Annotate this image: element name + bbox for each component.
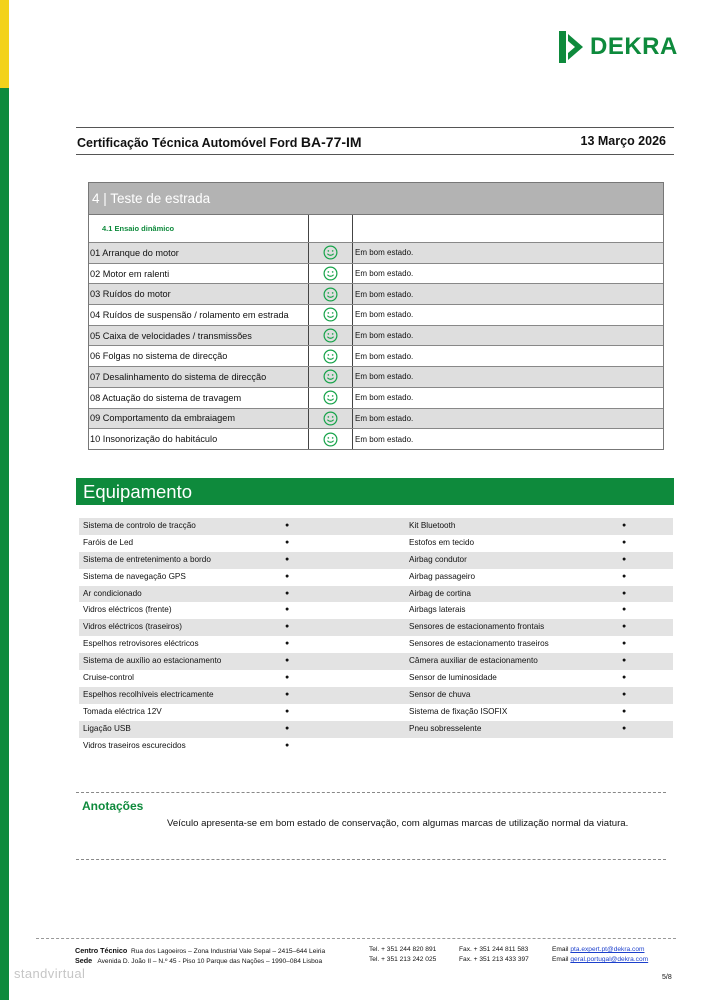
equipment-bullet-icon: ● (622, 606, 627, 614)
road-test-row (89, 428, 663, 449)
road-test-item-label: 06 Folgas no sistema de direcção (89, 346, 309, 366)
equipment-bullet-icon: ● (285, 741, 290, 749)
road-test-subtitle: 4.1 Ensaio dinâmico (102, 224, 175, 233)
road-test-item-icon (309, 284, 353, 304)
footer-fax-1: Fax. + 351 244 811 583 (459, 946, 529, 953)
equipment-item-right: Sistema de fixação ISOFIX (409, 706, 508, 716)
equipment-item-left: Sistema de navegação GPS (83, 571, 186, 581)
equipment-item-right: Kit Bluetooth (409, 521, 456, 530)
equipment-item-left: Vidros eléctricos (frente) (83, 605, 172, 615)
footer-email-1 (552, 946, 644, 953)
smiley-ok-icon (323, 349, 338, 364)
equipment-row (79, 602, 673, 619)
equipment-bullet-icon: ● (285, 538, 290, 546)
equipment-item-right: Airbag condutor (409, 554, 467, 564)
road-test-item-label: 05 Caixa de velocidades / transmissões (89, 326, 309, 346)
equipment-bullet-icon: ● (622, 707, 627, 715)
smiley-ok-icon (323, 287, 338, 302)
road-test-row (89, 304, 663, 325)
road-test-item-icon (309, 346, 353, 366)
footer-email-2-label: Email (552, 956, 569, 963)
equipment-item-left: Tomada eléctrica 12V (83, 706, 162, 716)
equipment-item-right: Sensor de luminosidade (409, 673, 497, 683)
equipment-bullet-icon: ● (285, 657, 290, 665)
equipment-bullet-icon: ● (622, 674, 627, 682)
equipment-item-left: Ar condicionado (83, 588, 142, 598)
equipment-bullet-icon: ● (285, 589, 290, 597)
equipment-bullet-icon: ● (622, 640, 627, 648)
road-test-row (89, 366, 663, 387)
equipment-row (79, 670, 673, 687)
header-rule-top (76, 127, 674, 128)
equipment-row (79, 586, 673, 603)
road-test-item-icon (309, 429, 353, 449)
road-test-item-status: Em bom estado. (355, 289, 414, 299)
road-test-item-icon (309, 243, 353, 263)
road-test-item-label: 04 Ruídos de suspensão / rolamento em estrada (89, 305, 309, 325)
equipment-item-right: Airbag de cortina (409, 588, 471, 598)
watermark: standvirtual (14, 966, 86, 981)
equipment-row (79, 619, 673, 636)
equipment-row (79, 687, 673, 704)
road-test-item-status: Em bom estado. (355, 351, 414, 361)
road-test-row (89, 408, 663, 429)
road-test-item-icon (309, 409, 353, 429)
header-rule-bottom (76, 154, 674, 155)
road-test-item-label: 02 Motor em ralenti (89, 264, 309, 284)
side-stripe-green (0, 88, 9, 1000)
equipment-item-left: Sistema de controlo de tracção (83, 521, 196, 530)
road-test-item-status: Em bom estado. (355, 269, 414, 279)
footer-centro (75, 946, 325, 955)
equipment-row (79, 552, 673, 569)
footer-tel-2: Tel. + 351 213 242 025 (369, 956, 437, 963)
equipment-bullet-icon: ● (622, 724, 627, 732)
equipment-bullet-icon: ● (285, 555, 290, 563)
equipment-bullet-icon: ● (622, 690, 627, 698)
equipment-bullet-icon: ● (622, 522, 627, 529)
road-test-item-status: Em bom estado. (355, 248, 414, 258)
road-test-item-status: Em bom estado. (355, 393, 414, 403)
notes-divider-bottom (76, 859, 666, 860)
equipment-item-left: Cruise-control (83, 673, 134, 683)
road-test-title: 4 | Teste de estrada (89, 183, 663, 215)
smiley-ok-icon (323, 245, 338, 260)
smiley-ok-icon (323, 369, 338, 384)
footer-fax-2: Fax. + 351 213 433 397 (459, 956, 529, 963)
road-test-item-icon (309, 305, 353, 325)
equipment-row (79, 738, 673, 755)
equipment-item-right: Airbag passageiro (409, 571, 475, 581)
road-test-item-icon (309, 326, 353, 346)
footer-email-1-label: Email (552, 946, 569, 953)
equipment-item-left: Sistema de auxílio ao estacionamento (83, 656, 222, 666)
equipment-row (79, 721, 673, 738)
footer-sede-label: Sede (75, 956, 93, 965)
footer-centro-address: Rua dos Lagoeiros – Zona Industrial Vale Sepal – 2415–644 Leiria (131, 948, 326, 955)
license-plate: BA-77-IM (300, 134, 362, 150)
road-test-subheader (89, 215, 663, 242)
road-test-item-label: 01 Arranque do motor (89, 243, 309, 263)
equipment-item-right: Câmera auxiliar de estacionamento (409, 656, 538, 666)
dekra-logo-text: DEKRA (590, 33, 678, 60)
footer-divider (36, 938, 676, 939)
road-test-item-status: Em bom estado. (355, 372, 414, 382)
equipment-bullet-icon: ● (622, 572, 627, 580)
notes-text: Veículo apresenta-se em bom estado de conservação, com algumas marcas de utilização normal da viatura. (167, 818, 629, 829)
equipment-bullet-icon: ● (622, 538, 627, 546)
road-test-item-status: Em bom estado. (355, 310, 414, 320)
document-title-text: Certificação Técnica Automóvel Ford (77, 136, 298, 150)
road-test-item-icon (309, 264, 353, 284)
smiley-ok-icon (323, 432, 338, 447)
equipment-item-left: Faróis de Led (83, 537, 134, 547)
road-test-row (89, 283, 663, 304)
footer-sede (75, 956, 322, 965)
equipment-item-right: Airbags laterais (409, 605, 466, 615)
equipment-bullet-icon: ● (622, 555, 627, 563)
equipment-row (79, 535, 673, 552)
equipment-list (79, 518, 673, 754)
footer-email-2-link[interactable]: geral.portugal@dekra.com (570, 956, 649, 963)
page-number: 5/8 (662, 974, 672, 981)
equipment-item-left: Vidros traseiros escurecidos (83, 740, 186, 750)
equipment-bullet-icon: ● (622, 623, 627, 631)
road-test-row (89, 387, 663, 408)
equipment-row (79, 704, 673, 721)
equipment-item-left: Ligação USB (83, 723, 131, 733)
smiley-ok-icon (323, 328, 338, 343)
document-date: 13 Março 2026 (580, 134, 666, 148)
road-test-table (88, 182, 664, 450)
equipment-bullet-icon: ● (285, 724, 290, 732)
equipment-row (79, 518, 673, 535)
equipment-row (79, 653, 673, 670)
road-test-row (89, 242, 663, 263)
smiley-ok-icon (323, 390, 338, 405)
equipment-bullet-icon: ● (285, 707, 290, 715)
equipment-bullet-icon: ● (285, 572, 290, 580)
road-test-row (89, 263, 663, 284)
equipment-item-left: Sistema de entretenimento a bordo (83, 554, 211, 564)
footer-email-2 (552, 956, 648, 963)
road-test-item-label: 09 Comportamento da embraiagem (89, 409, 309, 429)
road-test-item-label: 07 Desalinhamento do sistema de direcção (89, 367, 309, 387)
equipment-item-left: Espelhos retrovisores eléctricos (83, 639, 199, 649)
road-test-item-status: Em bom estado. (355, 413, 414, 423)
road-test-item-label: 10 Insonorização do habitáculo (89, 429, 309, 449)
smiley-ok-icon (323, 411, 338, 426)
road-test-item-icon (309, 388, 353, 408)
footer-sede-address: Avenida D. João II – N.º 45 - Piso 10 Parque das Nações – 1990–084 Lisboa (97, 958, 323, 965)
dekra-logo (557, 30, 678, 64)
equipment-row (79, 569, 673, 586)
equipment-bullet-icon: ● (622, 657, 627, 665)
equipment-banner: Equipamento (76, 478, 674, 505)
road-test-item-label: 03 Ruídos do motor (89, 284, 309, 304)
notes-title: Anotações (82, 799, 144, 813)
road-test-item-icon (309, 367, 353, 387)
road-test-row (89, 325, 663, 346)
equipment-bullet-icon: ● (285, 522, 290, 529)
notes-divider-top (76, 792, 666, 793)
equipment-bullet-icon: ● (285, 623, 290, 631)
smiley-ok-icon (323, 307, 338, 322)
smiley-ok-icon (323, 266, 338, 281)
footer-tel-1: Tel. + 351 244 820 891 (369, 946, 437, 953)
road-test-row (89, 345, 663, 366)
equipment-bullet-icon: ● (285, 640, 290, 648)
equipment-bullet-icon: ● (285, 674, 290, 682)
footer-email-1-link[interactable]: pta.expert.pt@dekra.com (570, 946, 645, 953)
road-test-item-label: 08 Actuação do sistema de travagem (89, 388, 309, 408)
road-test-item-status: Em bom estado. (355, 434, 414, 444)
equipment-bullet-icon: ● (622, 589, 627, 597)
dekra-logo-icon (557, 30, 584, 64)
footer-centro-label: Centro Técnico (75, 946, 128, 955)
equipment-row (79, 636, 673, 653)
equipment-item-left: Espelhos recolhíveis electricamente (83, 689, 214, 699)
equipment-item-right: Sensor de chuva (409, 689, 471, 699)
equipment-item-right: Sensores de estacionamento frontais (409, 622, 545, 632)
equipment-bullet-icon: ● (285, 606, 290, 614)
equipment-item-right: Pneu sobresselente (409, 723, 482, 733)
document-title (77, 134, 362, 150)
equipment-item-left: Vidros eléctricos (traseiros) (83, 622, 183, 632)
side-stripe-yellow (0, 0, 9, 88)
equipment-item-right: Sensores de estacionamento traseiros (409, 639, 549, 649)
road-test-item-status: Em bom estado. (355, 331, 414, 341)
equipment-bullet-icon: ● (285, 690, 290, 698)
equipment-item-right: Estofos em tecido (409, 537, 475, 547)
